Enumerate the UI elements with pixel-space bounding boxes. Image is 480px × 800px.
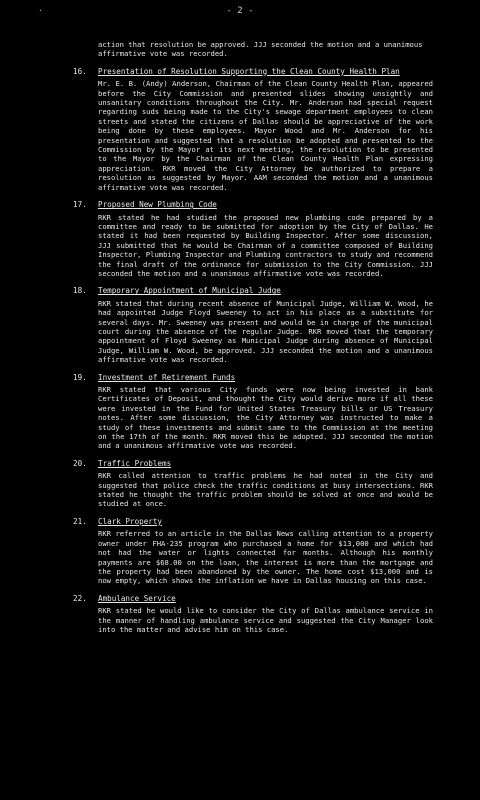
item-number: 17. — [73, 200, 87, 210]
minutes-item-21 — [73, 517, 433, 586]
minutes-item-19 — [73, 373, 433, 451]
item-heading: Investment of Retirement Funds — [98, 372, 236, 382]
item-body: RKR referred to an article in the Dallas News calling attention to a property owner under FHA-235 program who purchased a home for $13,000 and which had not had the water or lights connected for months. Although his monthly payments are $68.00 on the loan, the interest is more than the mortgage and the property had been abandoned by the owner. The home cost $13,000 and is now empty, which shows the inflation we have in Dallas housing on this case. — [98, 529, 433, 586]
minutes-item-18 — [73, 286, 433, 364]
item-body: Mr. E. B. (Andy) Anderson, Chairman of the Clean County Health Plan, appeared before the City Commission and presented slides showing unsightly and unsanitary conditions throughout the City. Mr. Anderson had special request regarding suds being made to the City's sewage department employees to clean streets and stated the citizens of Dallas should be appreciative of the work being done by these employees. Mayor Wood and Mr. Anderson for his presentation and suggested that a resolution be adopted and presented to the Commission by the Mayor at its next meeting, the resolution to be presented to the Mayor by the Chairman of the Clean County Health Plan expressing appreciation. RKR moved the City Attorney be authorized to prepare a resolution as suggested by Mayor. AAM seconded the motion and a unanimous affirmative vote was recorded. — [98, 79, 433, 192]
item-number: 16. — [73, 66, 87, 76]
item-heading: Proposed New Plumbing Code — [98, 200, 217, 210]
minutes-item-20 — [73, 459, 433, 509]
item-body: RKR stated he would like to consider the City of Dallas ambulance service in the manner of handling ambulance service and suggested the City Manager look into the matter and advise him on this case. — [98, 606, 433, 634]
corner-mark: · — [38, 6, 43, 15]
item-body: RKR called attention to traffic problems he had noted in the City and suggested that police check the traffic conditions at busy intersections. RKR stated he thought the traffic problem should be solved at once and would be studied at once. — [98, 471, 433, 509]
item-heading: Traffic Problems — [98, 458, 172, 468]
item-body: RKR stated that various City funds were now being invested in bank Certificates of Deposit, and thought the City would derive more if all these were invested in the Fund for United States Treasury bills or US Treasury notes. After some discussion, the City Attorney was instructed to make a study of these investments and submit same to the Commission at the meeting on the 17th of the month. RKR moved this be adopted. JJJ seconded the motion and a unanimous affirmative vote was recorded. — [98, 385, 433, 451]
item-number: 20. — [73, 458, 87, 468]
item-heading: Presentation of Resolution Supporting the Clean County Health Plan — [98, 66, 400, 76]
minutes-item-22 — [73, 594, 433, 635]
item-heading: Temporary Appointment of Municipal Judge — [98, 286, 281, 296]
page-number: - 2 - — [226, 6, 254, 16]
item-heading: Ambulance Service — [98, 593, 176, 603]
item-body: RKR stated that during recent absence of Municipal Judge, William W. Wood, he had appointed Judge Floyd Sweeney to act in his place as a substitute for several days. Mr. Sweeney was present and would be in charge of the municipal court during the absence of the regular Judge. RKR moved that the temporary appointment of Floyd Sweeney as Municipal Judge during absence of Municipal Judge, William W. Wood, be approved. JJJ seconded the motion and a unanimous affirmative vote was recorded. — [98, 298, 433, 365]
item-number: 21. — [73, 516, 87, 526]
item-number: 19. — [73, 372, 87, 382]
minutes-item-16 — [73, 67, 433, 192]
item-body: RKR stated he had studied the proposed new plumbing code prepared by a committee and ready to be submitted for adoption by the City of Dallas. He stated it had been requested by Building Inspector. After some discussion, JJJ submitted that he would be Chairman of a committee composed of Building Inspector, Plumbing Inspector and Plumbing contractors to study and recommend the final draft of the ordinance for submission to the City Commission. JJJ seconded the motion and a unanimous affirmative vote was recorded. — [98, 212, 433, 278]
item-heading: Clark Property — [98, 516, 163, 526]
intro-paragraph: action that resolution be approved. JJJ seconded the motion and a unanimous affirmative vote was recorded. — [98, 40, 423, 59]
item-number: 18. — [73, 286, 87, 296]
minutes-item-17 — [73, 200, 433, 278]
item-number: 22. — [73, 593, 87, 603]
minutes-content — [73, 40, 433, 642]
